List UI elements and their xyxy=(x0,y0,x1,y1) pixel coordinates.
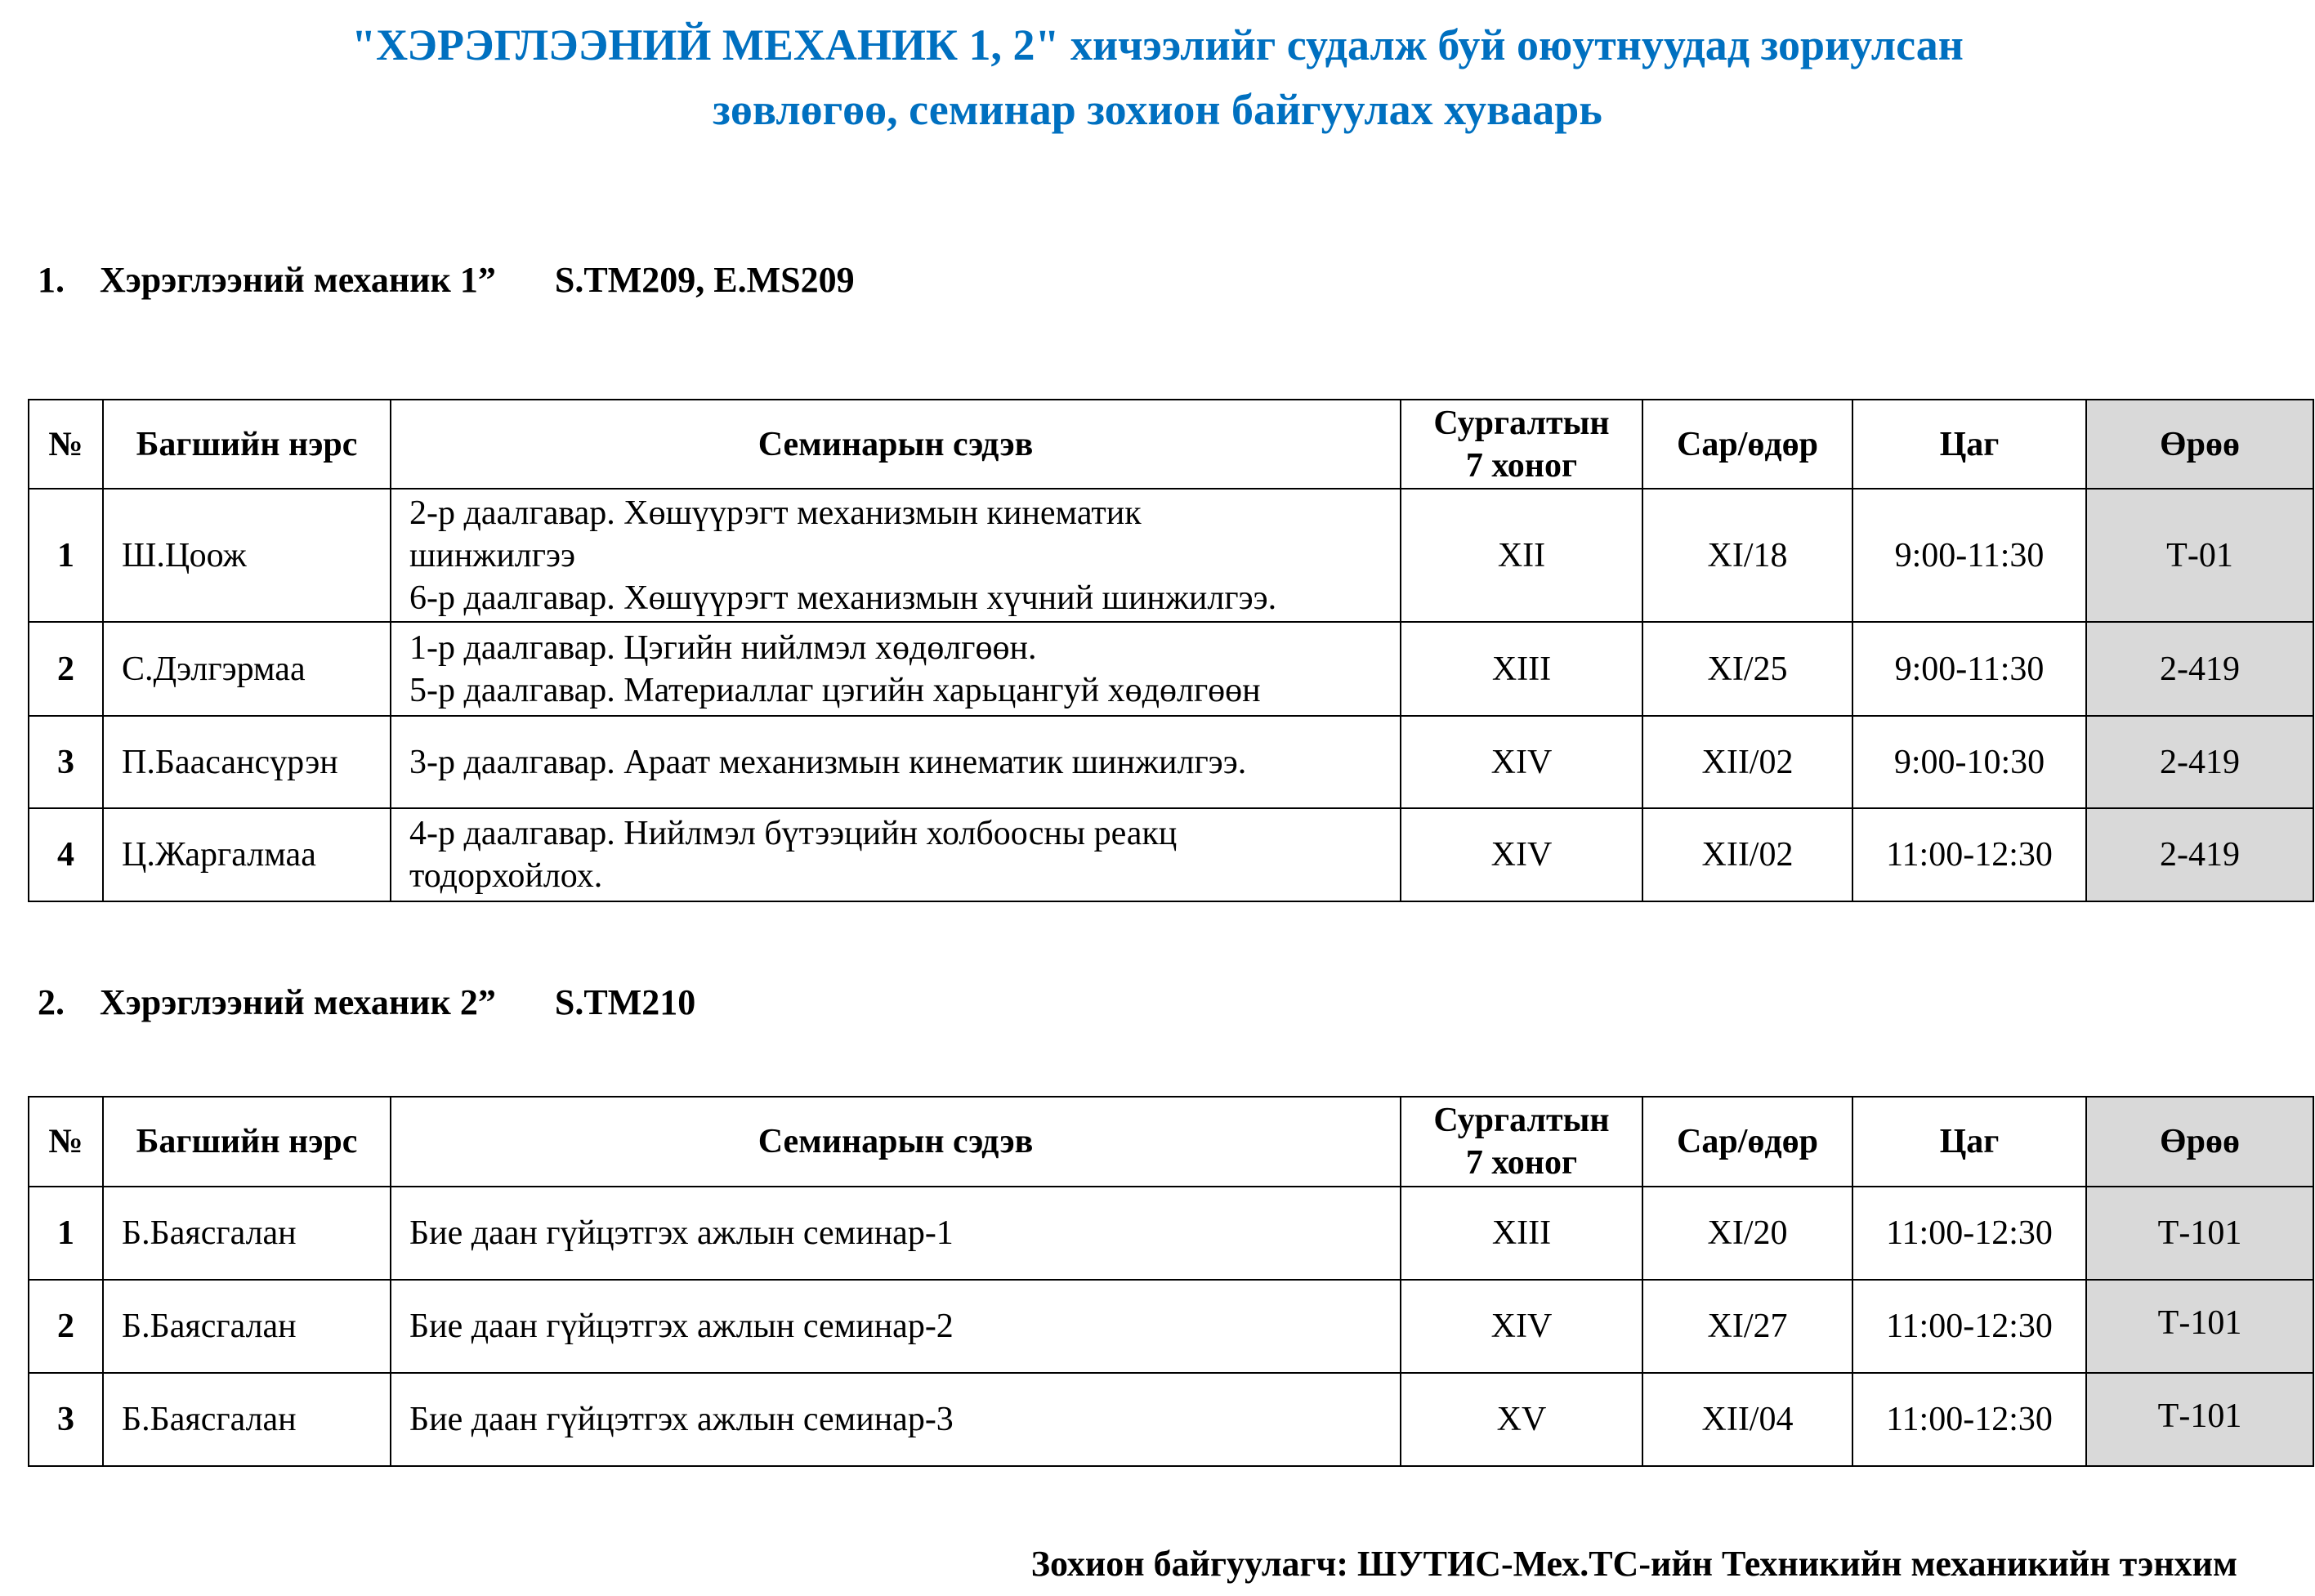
table-header-row xyxy=(29,400,2313,489)
row-date: XI/18 xyxy=(1642,489,1852,622)
row-room: 2-419 xyxy=(2086,808,2313,901)
topic-line: Бие даан гүйцэтгэх ажлын семинар-1 xyxy=(409,1214,954,1252)
section-1-heading xyxy=(38,256,855,305)
row-week: XIII xyxy=(1401,622,1642,716)
row-room: Т-101 xyxy=(2086,1373,2313,1466)
topic-line: тодорхойлох. xyxy=(409,857,603,895)
table-row xyxy=(29,716,2313,808)
topic-line: Бие даан гүйцэтгэх ажлын семинар-2 xyxy=(409,1308,954,1345)
header-teacher: Багшийн нэрс xyxy=(103,400,391,489)
row-week: XV xyxy=(1401,1373,1642,1466)
row-teacher: Б.Баясгалан xyxy=(103,1280,391,1373)
row-teacher: Б.Баясгалан xyxy=(103,1373,391,1466)
table-row xyxy=(29,489,2313,622)
header-topic: Семинарын сэдэв xyxy=(391,1097,1401,1187)
topic-line: 6-р даалгавар. Хөшүүрэгт механизмын хүчний шинжилгээ. xyxy=(409,579,1277,617)
row-teacher: Б.Баясгалан xyxy=(103,1187,391,1280)
topic-line: 5-р даалгавар. Материаллаг цэгийн харьцангуй хөдөлгөөн xyxy=(409,671,1261,709)
topic-line: 4-р даалгавар. Нийлмэл бүтээцийн холбоосны реакц xyxy=(409,815,1178,852)
row-time: 11:00-12:30 xyxy=(1852,1280,2086,1373)
header-week-line2: 7 хоног xyxy=(1465,446,1578,485)
row-topic xyxy=(391,1187,1401,1280)
table-row xyxy=(29,1373,2313,1466)
header-teacher: Багшийн нэрс xyxy=(103,1097,391,1187)
row-topic xyxy=(391,1280,1401,1373)
header-room: Өрөө xyxy=(2086,400,2313,489)
row-no: 2 xyxy=(29,622,103,716)
row-date: XII/02 xyxy=(1642,808,1852,901)
row-week: XII xyxy=(1401,489,1642,622)
row-date: XII/02 xyxy=(1642,716,1852,808)
row-time: 11:00-12:30 xyxy=(1852,808,2086,901)
row-no: 2 xyxy=(29,1280,103,1373)
row-teacher: Ц.Жаргалмаа xyxy=(103,808,391,901)
header-time: Цаг xyxy=(1852,400,2086,489)
row-no: 1 xyxy=(29,489,103,622)
row-topic xyxy=(391,489,1401,622)
topic-line: шинжилгээ xyxy=(409,536,576,574)
row-room: Т-101 xyxy=(2086,1280,2313,1373)
row-date: XI/20 xyxy=(1642,1187,1852,1280)
header-date: Сар/өдөр xyxy=(1642,400,1852,489)
section-2-heading xyxy=(38,978,695,1027)
row-no: 4 xyxy=(29,808,103,901)
section-2-codes: S.TM210 xyxy=(554,982,696,1022)
header-week-line2: 7 хоног xyxy=(1465,1144,1578,1182)
row-no: 3 xyxy=(29,1373,103,1466)
table-row xyxy=(29,1280,2313,1373)
header-time: Цаг xyxy=(1852,1097,2086,1187)
table-row xyxy=(29,1187,2313,1280)
page-title: "ХЭРЭГЛЭЭНИЙ МЕХАНИК 1, 2" хичээлийг судалж буй оюутнуудад зориулсан xyxy=(351,20,1964,69)
row-topic xyxy=(391,808,1401,901)
header-no: № xyxy=(29,1097,103,1187)
topic-line: 1-р даалгавар. Цэгийн нийлмэл хөдөлгөөн. xyxy=(409,628,1037,667)
table-row xyxy=(29,808,2313,901)
section-1-number: 1. xyxy=(38,260,65,300)
row-time: 9:00-11:30 xyxy=(1852,489,2086,622)
row-room: Т-101 xyxy=(2086,1187,2313,1280)
topic-line: 3-р даалгавар. Араат механизмын кинематик шинжилгээ. xyxy=(409,743,1247,781)
header-no: № xyxy=(29,400,103,489)
row-no: 3 xyxy=(29,716,103,808)
row-week: XIV xyxy=(1401,1280,1642,1373)
header-date: Сар/өдөр xyxy=(1642,1097,1852,1187)
row-topic xyxy=(391,622,1401,716)
row-topic xyxy=(391,716,1401,808)
row-time: 9:00-11:30 xyxy=(1852,622,2086,716)
header-week-line1: Сургалтын xyxy=(1433,404,1610,442)
row-topic xyxy=(391,1373,1401,1466)
row-time: 11:00-12:30 xyxy=(1852,1373,2086,1466)
row-teacher: П.Баасансүрэн xyxy=(103,716,391,808)
row-date: XI/27 xyxy=(1642,1280,1852,1373)
row-room: 2-419 xyxy=(2086,622,2313,716)
row-date: XII/04 xyxy=(1642,1373,1852,1466)
section-2-number: 2. xyxy=(38,982,65,1022)
schedule-table-1 xyxy=(28,399,2314,902)
row-week: XIV xyxy=(1401,808,1642,901)
section-2-name: Хэрэглээний механик 2” xyxy=(100,982,496,1022)
section-1-codes: S.TM209, E.MS209 xyxy=(554,260,855,300)
header-week-line1: Сургалтын xyxy=(1433,1102,1610,1139)
header-topic: Семинарын сэдэв xyxy=(391,400,1401,489)
row-time: 9:00-10:30 xyxy=(1852,716,2086,808)
topic-line: Бие даан гүйцэтгэх ажлын семинар-3 xyxy=(409,1401,954,1438)
row-teacher: С.Дэлгэрмаа xyxy=(103,622,391,716)
row-date: XI/25 xyxy=(1642,622,1852,716)
header-room: Өрөө xyxy=(2086,1097,2313,1187)
schedule-table-2 xyxy=(28,1096,2314,1467)
header-week xyxy=(1401,400,1642,489)
page-subtitle: зөвлөгөө, семинар зохион байгуулах хуваарь xyxy=(713,85,1602,134)
table-header-row xyxy=(29,1097,2313,1187)
row-room: Т-01 xyxy=(2086,489,2313,622)
row-week: XIV xyxy=(1401,716,1642,808)
row-time: 11:00-12:30 xyxy=(1852,1187,2086,1280)
row-room: 2-419 xyxy=(2086,716,2313,808)
topic-line: 2-р даалгавар. Хөшүүрэгт механизмын кинематик xyxy=(409,494,1142,532)
table-row xyxy=(29,622,2313,716)
header-week xyxy=(1401,1097,1642,1187)
row-week: XIII xyxy=(1401,1187,1642,1280)
section-1-name: Хэрэглээний механик 1” xyxy=(100,260,496,300)
row-teacher: Ш.Цоож xyxy=(103,489,391,622)
organizer-footer: Зохион байгуулагч: ШУТИС-Мех.ТС-ийн Техникийн механикийн тэнхим xyxy=(1030,1544,2237,1584)
row-no: 1 xyxy=(29,1187,103,1280)
